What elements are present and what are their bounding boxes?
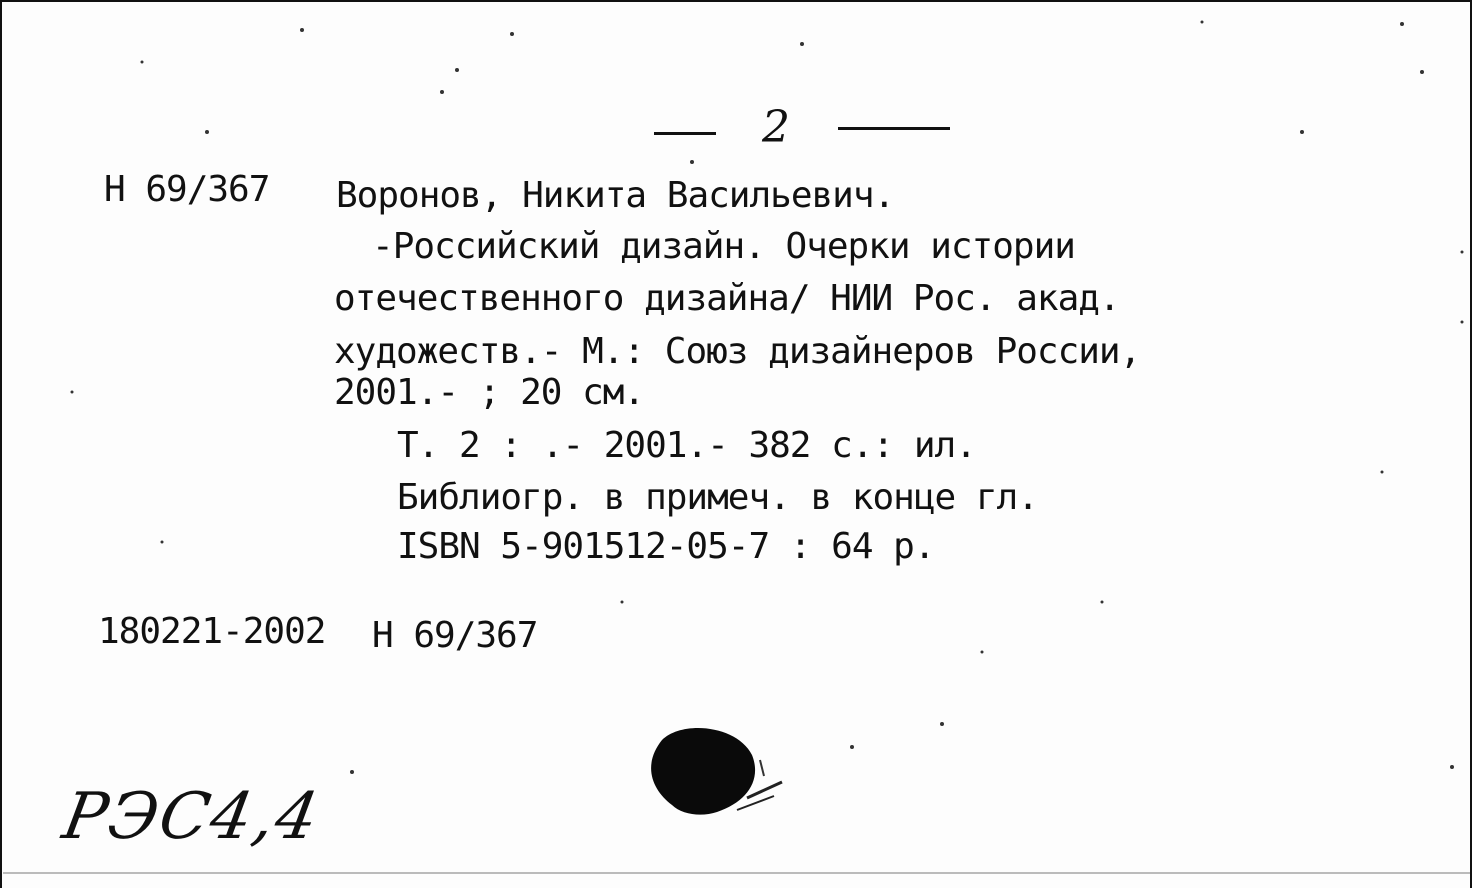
title-line-3: художеств.- М.: Союз дизайнеров России, xyxy=(334,331,1141,372)
volume-line: Т. 2 : .- 2001.- 382 с.: ил. xyxy=(397,425,976,466)
title-line-1: -Российский дизайн. Очерки истории xyxy=(372,226,1075,267)
dash-mark: - xyxy=(372,226,393,267)
ink-blot xyxy=(642,720,792,830)
handwritten-code: РЭС4,4 xyxy=(57,780,326,854)
title-line-4: 2001.- ; 20 см. xyxy=(334,372,645,413)
page-number-dash-left xyxy=(654,132,716,135)
accession-number: 180221-2002 xyxy=(98,611,326,652)
title-line-2: отечественного дизайна/ НИИ Рос. акад. xyxy=(334,278,1120,319)
bottom-shelf-mark: Н 69/367 xyxy=(372,615,538,656)
isbn-line: ISBN 5-901512-05-7 : 64 р. xyxy=(397,526,935,567)
page-number-dash-right xyxy=(838,127,950,130)
author-heading: Воронов, Никита Васильевич. xyxy=(336,175,895,216)
shelf-mark: Н 69/367 xyxy=(104,169,270,210)
page-number: 2 xyxy=(762,102,790,153)
note-line: Библиогр. в примеч. в конце гл. xyxy=(397,477,1038,518)
